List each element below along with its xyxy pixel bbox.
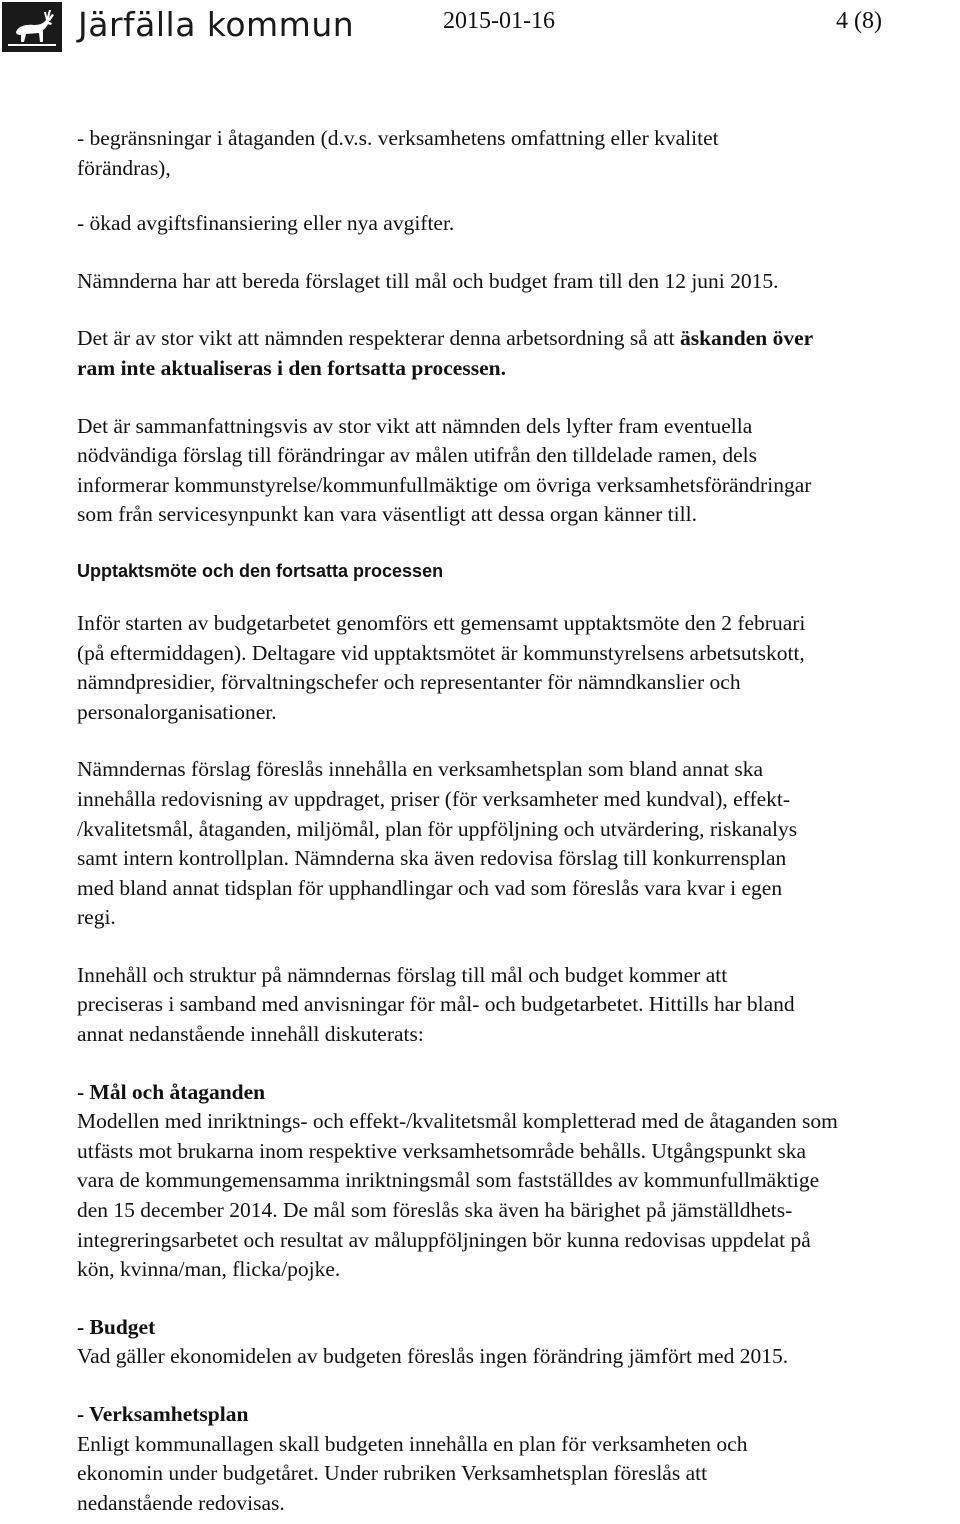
subsection-heading: - Verksamhetsplan xyxy=(77,1402,249,1426)
paragraph-line: den 15 december 2014. De mål som föreslås ska även ha bärighet på jämställdhets- xyxy=(77,1198,793,1223)
paragraph-line: Enligt kommunallagen skall budgeten innehålla en plan för verksamheten och xyxy=(77,1431,748,1456)
paragraph-line: nödvändiga förslag till förändringar av målen utifrån den tilldelade ramen, dels xyxy=(77,443,758,468)
document-body xyxy=(77,124,957,1518)
paragraph-line: informerar kommunstyrelse/kommunfullmäktige om övriga verksamhetsförändringar xyxy=(77,472,812,497)
paragraph-line: Nämnderna har att bereda förslaget till mål och budget fram till den 12 juni 2015. xyxy=(77,268,779,293)
paragraph-line: nedanstående redovisas. xyxy=(77,1490,285,1515)
subsection-heading: - Mål och åtaganden xyxy=(77,1079,266,1104)
list-item-line: förändras), xyxy=(77,155,171,180)
subsection-goals xyxy=(77,1078,957,1285)
paragraph-line: Nämndernas förslag föreslås innehålla en verksamhetsplan som bland annat ska xyxy=(77,757,763,782)
list-item-line: - begränsningar i åtaganden (d.v.s. verksamhetens omfattning eller kvalitet xyxy=(77,126,719,150)
paragraph-line: personalorganisationer. xyxy=(77,699,277,724)
paragraph-line: Vad gäller ekonomidelen av budgeten föreslås ingen förändring jämfört med 2015. xyxy=(77,1344,789,1369)
list-item xyxy=(77,124,957,183)
document-date: 2015-01-16 xyxy=(443,8,555,34)
subsection-heading: - Budget xyxy=(77,1314,156,1339)
list-item xyxy=(77,209,957,239)
paragraph-line: annat nedanstående innehåll diskuterats: xyxy=(77,1022,424,1047)
section-heading: Upptaktsmöte och den fortsatta processen xyxy=(77,560,444,581)
paragraph-line: Det är sammanfattningsvis av stor vikt att nämnden dels lyfter fram eventuella xyxy=(77,413,753,438)
page-header xyxy=(0,0,960,56)
paragraph-line: nämndpresidier, förvaltningschefer och representanter för nämndkanslier och xyxy=(77,670,741,695)
paragraph-line: kön, kvinna/man, flicka/pojke. xyxy=(77,1257,341,1282)
paragraph-line: regi. xyxy=(77,905,116,930)
paragraph-line: /kvalitetsmål, åtaganden, miljömål, plan för uppföljning och utvärdering, riskanalys xyxy=(77,816,798,841)
paragraph-proposals xyxy=(77,755,957,933)
subsection-budget xyxy=(77,1313,957,1372)
paragraph-line: utfästs mot brukarna inom respektive verksamhetsområde behålls. Utgångspunkt ska xyxy=(77,1138,807,1163)
paragraph-line: (på eftermiddagen). Deltagare vid upptaktsmötet är kommunstyrelsens arbetsutskott, xyxy=(77,640,805,665)
paragraph-deadline xyxy=(77,267,957,297)
paragraph-line: innehålla redovisning av uppdraget, priser (för verksamheter med kundval), effekt- xyxy=(77,786,791,811)
paragraph-line: Modellen med inriktnings- och effekt-/kvalitetsmål kompletterad med de åtaganden som xyxy=(77,1109,838,1134)
paragraph-line: integreringsarbetet och resultat av måluppföljningen bör kunna redovisas uppdelat på xyxy=(77,1227,811,1252)
paragraph-line: preciseras i samband med anvisningar för mål- och budgetarbetet. Hittills har bland xyxy=(77,992,795,1017)
subsection-operations-plan xyxy=(77,1400,957,1518)
paragraph-line: vara de kommungemensamma inriktningsmål som fastställdes av kommunfullmäktige xyxy=(77,1168,820,1193)
paragraph-content-structure xyxy=(77,961,957,1050)
municipality-name: Järfälla kommun xyxy=(78,5,355,44)
paragraph-line: som från servicesynpunkt kan vara väsentligt att dessa organ känner till. xyxy=(77,502,697,527)
paragraph-line: ekonomin under budgetåret. Under rubriken Verksamhetsplan föreslås att xyxy=(77,1461,708,1486)
paragraph-line: samt intern kontrollplan. Nämnderna ska även redovisa förslag till konkurrensplan xyxy=(77,846,787,871)
paragraph-kickoff xyxy=(77,609,957,727)
paragraph-line: med bland annat tidsplan för upphandlingar och vad som föreslås vara kvar i egen xyxy=(77,875,783,900)
emphasis-text: ram inte aktualiseras i den fortsatta processen. xyxy=(77,355,506,380)
paragraph-text: Det är av stor vikt att nämnden respekterar denna arbetsordning så att xyxy=(77,326,680,351)
paragraph-line: Inför starten av budgetarbetet genomförs ett gemensamt upptaktsmöte den 2 februari xyxy=(77,610,806,635)
paragraph-line: Innehåll och struktur på nämndernas förslag till mål och budget kommer att xyxy=(77,962,728,987)
page-number: 4 (8) xyxy=(836,8,882,34)
list-item-line: - ökad avgiftsfinansiering eller nya avgifter. xyxy=(77,211,455,236)
paragraph-importance xyxy=(77,324,957,383)
municipality-crest-icon xyxy=(2,2,62,52)
paragraph-line xyxy=(77,324,957,354)
paragraph-summary xyxy=(77,412,957,530)
emphasis-text: äskanden över xyxy=(679,326,814,351)
